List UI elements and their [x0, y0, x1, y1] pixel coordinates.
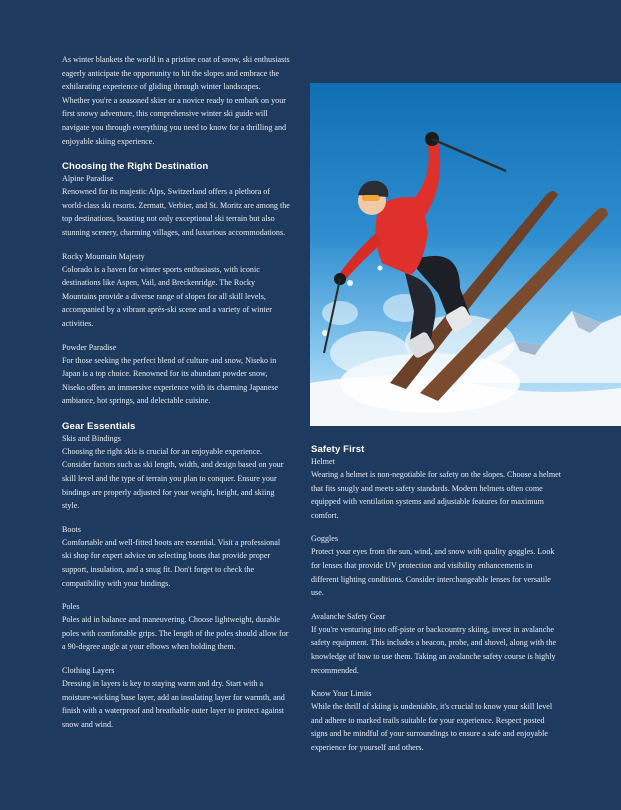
- ski-pole: [432, 139, 506, 171]
- gear-heading: Gear Essentials: [62, 420, 136, 432]
- left-column: [62, 53, 290, 731]
- item-body: Colorado is a haven for winter sports enthusiasts, with iconic destinations like Aspen, Vail, and Breckenridge. The Rocky Mountains provide a diverse range of slopes for all skill levels, accompanied by a vibrant après-ski scene and a variety of winter activities.: [62, 264, 272, 328]
- item-body: For those seeking the perfect blend of culture and snow, Niseko in Japan is a top choice. Renowned for its abundant powder snow, Niseko offers an immersive experience with its charming Japanese ambiance, hot springs, and delectable cuisine.: [62, 355, 279, 406]
- gear-item: [62, 433, 290, 513]
- gear-item: [62, 601, 290, 654]
- helmet: [358, 181, 388, 197]
- item-title: Alpine Paradise: [62, 174, 114, 184]
- item-body: Choosing the right skis is crucial for an enjoyable experience. Consider factors such as ski length, width, and design based on your skill level and the type of terrain you plan to conquer. Ensure your bindings are properly adjusted for your weight, height, and skiing style.: [62, 446, 284, 511]
- item-title: Helmet: [311, 457, 335, 466]
- safety-item: [311, 533, 561, 599]
- destination-item: [62, 342, 290, 408]
- item-title: Clothing Layers: [62, 666, 115, 675]
- item-title: Skis and Bindings: [62, 433, 121, 443]
- skier-arm: [340, 233, 382, 279]
- item-title: Know Your Limits: [311, 689, 372, 699]
- skier-arm: [412, 141, 440, 215]
- safety-item: [311, 456, 561, 522]
- gear-item: [62, 665, 290, 731]
- goggles: [362, 195, 380, 201]
- gear-item: [62, 524, 290, 590]
- item-body: If you're venturing into off-piste or backcountry skiing, invest in avalanche safety equipment. This includes a beacon, probe, and shovel, along with the knowledge of how to use them. Taking an avalanche safety course is highly recommended.: [311, 624, 557, 675]
- item-body: Wearing a helmet is non-negotiable for safety on the slopes. Choose a helmet that fits snugly and meets safety standards. Modern helmets often come equipped with ventilation systems and adjustable features for maximum comfort.: [311, 470, 561, 520]
- item-title: Poles: [62, 602, 80, 612]
- item-title: Goggles: [311, 534, 338, 544]
- destination-heading: Choosing the Right Destination: [62, 161, 209, 173]
- destination-item: [62, 251, 290, 331]
- item-body: Renowned for its majestic Alps, Switzerland offers a plethora of world-class ski resorts. Zermatt, Verbier, and St. Moritz are among the top destinations, boasting not only exceptional ski terrain but also stunning scenery, charming villages, and luxurious accommodations.: [62, 187, 290, 237]
- safety-item: [311, 611, 561, 677]
- item-body: Poles aid in balance and maneuvering. Choose lightweight, durable poles with comfortable grips. The length of the poles should allow for a 90-degree angle at your elbows when holding them.: [62, 615, 289, 652]
- item-body: While the thrill of skiing is undeniable, it's crucial to know your skill level and adhere to marked trails suitable for your experience. Respect posted signs and be mindful of your surroundings to ensure a safe and enjoyable experience for yourself and others.: [311, 702, 553, 752]
- item-title: Boots: [62, 524, 81, 534]
- right-column: [311, 443, 561, 755]
- item-body: Protect your eyes from the sun, wind, and snow with quality goggles. Look for lenses that provide UV protection and visibility enhancements in different lighting conditions. Consider interchangeable lenses for versatile use.: [311, 547, 555, 598]
- safety-item: [311, 688, 561, 754]
- item-body: Dressing in layers is key to staying warm and dry. Start with a moisture-wicking base layer, add an insulating layer for warmth, and finish with a waterproof and breathable outer layer to protect against snow and wind.: [62, 679, 285, 729]
- skier-illustration: [310, 83, 621, 426]
- destination-item: [62, 173, 290, 239]
- item-title: Rocky Mountain Majesty: [62, 251, 145, 261]
- intro-paragraph: As winter blankets the world in a pristine coat of snow, ski enthusiasts eagerly anticipate the opportunity to hit the slopes and embrace the exhilarating experience of gliding through winter landscapes. Whether you're a seasoned skier or a novice ready to embark on your first snowy adventure, this comprehensive winter ski guide will navigate you through everything you need to know for a thrilling and enjoyable skiing experience.: [62, 55, 290, 146]
- item-title: Powder Paradise: [62, 342, 117, 352]
- skier-photo: [310, 83, 621, 426]
- item-body: Comfortable and well-fitted boots are essential. Visit a professional ski shop for expert advice on selecting boots that provide proper support, insulation, and a snug fit. Don't forget to check the compatibility with your bindings.: [62, 537, 281, 588]
- safety-heading: Safety First: [311, 444, 365, 455]
- item-title: Avalanche Safety Gear: [311, 611, 386, 621]
